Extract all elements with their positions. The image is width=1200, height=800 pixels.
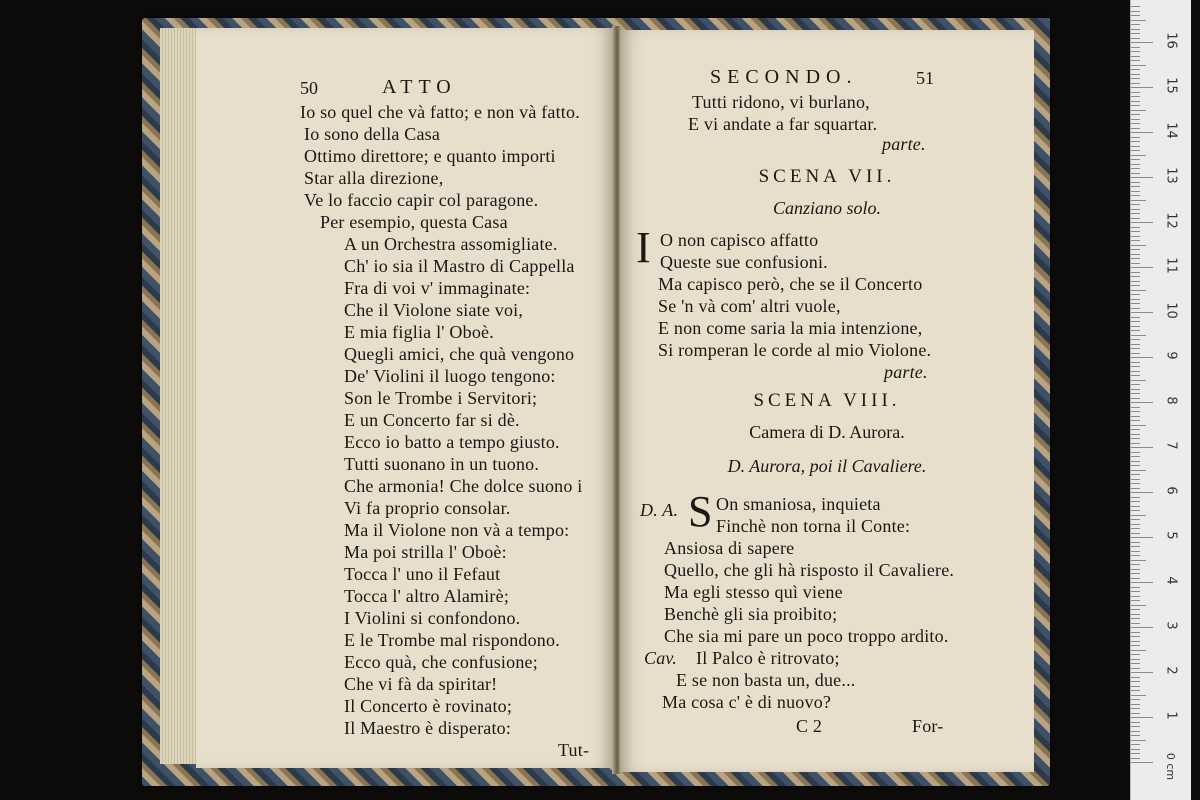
scene-viii-line-5: Ma egli stesso quì viene [664, 582, 843, 602]
ruler-number-9: 9 [1163, 351, 1179, 360]
ruler-tick [1131, 375, 1140, 376]
scene-heading-vii: SCENA VII. [758, 166, 896, 187]
ruler-number-14: 14 [1163, 122, 1179, 139]
scene-viii-characters: D. Aurora, poi il Cavaliere. [727, 456, 927, 476]
ruler-tick [1131, 236, 1140, 237]
ruler-tick [1131, 177, 1153, 178]
ruler-tick [1131, 672, 1153, 673]
ruler-tick [1131, 618, 1140, 619]
right-page-number: 51 [916, 68, 934, 88]
ruler-tick [1131, 402, 1153, 403]
ruler-number-16: 16 [1163, 32, 1179, 49]
ruler-tick [1131, 218, 1140, 219]
ruler-tick [1131, 146, 1140, 147]
cavaliere-line-2: E se non basta un, due... [676, 670, 856, 690]
ruler-tick [1131, 344, 1140, 345]
left-line-4: Star alla direzione, [304, 168, 444, 188]
ruler-tick [1131, 650, 1146, 651]
left-line-2: Io sono della Casa [304, 124, 441, 144]
ruler-tick [1131, 420, 1140, 421]
ruler-tick [1131, 569, 1140, 570]
scene-vii-line-4: Se 'n và com' altri vuole, [658, 296, 841, 316]
ruler-tick [1131, 276, 1140, 277]
scene-viii-line-3: Ansiosa di sapere [664, 538, 795, 558]
ruler-tick [1131, 510, 1140, 511]
scene-vii-line-5: E non come saria la mia intenzione, [658, 318, 923, 338]
left-line-13: De' Violini il luogo tengono: [344, 366, 556, 386]
left-page [196, 28, 614, 768]
ruler-tick [1131, 38, 1140, 39]
ruler-tick [1131, 200, 1146, 201]
exit-direction-2: parte. [884, 362, 928, 382]
ruler-number-2: 2 [1163, 666, 1179, 675]
scene-vii-characters: Canziano solo. [772, 198, 882, 218]
ruler-tick [1131, 191, 1140, 192]
ruler-tick [1131, 389, 1140, 390]
ruler-tick [1131, 443, 1140, 444]
ruler-tick [1131, 465, 1140, 466]
left-line-28: Il Concerto è rovinato; [344, 696, 513, 716]
ruler-tick [1131, 335, 1146, 336]
ruler-tick [1131, 434, 1140, 435]
left-line-17: Tutti suonano in un tuono. [344, 454, 540, 474]
ruler-tick [1131, 659, 1140, 660]
left-line-15: E un Concerto far si dè. [344, 410, 520, 430]
left-line-1: Io so quel che và fatto; e non và fatto. [300, 102, 580, 122]
left-line-20: Ma il Violone non và a tempo: [344, 520, 570, 540]
scene-vii-line-3: Ma capisco però, che se il Concerto [658, 274, 923, 294]
ruler-tick [1131, 51, 1140, 52]
ruler-tick [1131, 731, 1140, 732]
left-line-8: Ch' io sia il Mastro di Cappella [344, 256, 575, 276]
ruler-tick [1131, 6, 1140, 7]
ruler-tick [1131, 564, 1140, 565]
ruler-tick [1131, 708, 1140, 709]
ruler-tick [1131, 348, 1140, 349]
ruler-tick [1131, 155, 1146, 156]
ruler-tick [1131, 699, 1140, 700]
ruler-tick [1131, 272, 1140, 273]
ruler-tick [1131, 627, 1153, 628]
right-catchword: For- [912, 716, 944, 736]
ruler-number-15: 15 [1163, 77, 1179, 94]
ruler-tick [1131, 366, 1140, 367]
ruler-tick [1131, 60, 1140, 61]
ruler-tick [1131, 713, 1140, 714]
ruler-tick [1131, 245, 1146, 246]
ruler-tick [1131, 96, 1140, 97]
scene-viii-line-6: Benchè gli sia proibito; [664, 604, 838, 624]
ruler-tick [1131, 546, 1140, 547]
ruler-tick [1131, 722, 1140, 723]
ruler-tick [1131, 294, 1140, 295]
left-line-5: Ve lo faccio capir col paragone. [304, 190, 539, 210]
left-line-10: Che il Violone siate voi, [344, 300, 524, 320]
left-line-9: Fra di voi v' immaginate: [344, 278, 531, 298]
right-running-header: SECONDO. [710, 66, 858, 88]
ruler-tick [1131, 24, 1140, 25]
left-line-25: E le Trombe mal rispondono. [344, 630, 560, 650]
left-line-24: I Violini si confondono. [344, 608, 521, 628]
ruler-tick [1131, 654, 1140, 655]
right-line-top-1: Tutti ridono, vi burlano, [692, 92, 870, 112]
left-line-11: E mia figlia l' Oboè. [344, 322, 494, 342]
ruler-tick [1131, 551, 1140, 552]
ruler-tick [1131, 132, 1153, 133]
ruler-tick [1131, 303, 1140, 304]
left-line-6: Per esempio, questa Casa [320, 212, 508, 232]
left-line-23: Tocca l' altro Alamirè; [344, 586, 510, 606]
ruler-tick [1131, 596, 1140, 597]
ruler-tick [1131, 704, 1140, 705]
ruler-tick [1131, 749, 1140, 750]
ruler-tick [1131, 600, 1140, 601]
ruler-tick [1131, 740, 1146, 741]
left-line-3: Ottimo direttore; e quanto importi [304, 146, 556, 166]
ruler-tick [1131, 263, 1140, 264]
left-line-14: Son le Trombe i Servitori; [344, 388, 538, 408]
ruler-tick [1131, 416, 1140, 417]
ruler-tick [1131, 87, 1153, 88]
ruler-tick [1131, 470, 1146, 471]
scene-viii-setting: Camera di D. Aurora. [749, 422, 905, 442]
ruler-tick [1131, 20, 1146, 21]
ruler-tick [1131, 452, 1140, 453]
ruler-tick [1131, 150, 1140, 151]
ruler-tick [1131, 744, 1140, 745]
signature-mark: C 2 [796, 716, 823, 736]
ruler-tick [1131, 15, 1140, 16]
ruler-tick [1131, 186, 1140, 187]
ruler-tick [1131, 159, 1140, 160]
left-line-21: Ma poi strilla l' Oboè: [344, 542, 507, 562]
ruler-tick [1131, 281, 1140, 282]
ruler-tick [1131, 425, 1146, 426]
ruler-tick [1131, 308, 1140, 309]
measurement-ruler [1130, 0, 1191, 800]
ruler-tick [1131, 69, 1140, 70]
ruler-number-13: 13 [1163, 167, 1179, 184]
ruler-tick [1131, 537, 1153, 538]
ruler-tick [1131, 128, 1140, 129]
ruler-tick [1131, 668, 1140, 669]
ruler-tick [1131, 515, 1146, 516]
ruler-tick [1131, 690, 1140, 691]
ruler-tick [1131, 164, 1140, 165]
ruler-tick [1131, 299, 1140, 300]
ruler-number-1: 1 [1163, 711, 1179, 720]
ruler-tick [1131, 173, 1140, 174]
ruler-tick [1131, 47, 1140, 48]
ruler-tick [1131, 204, 1140, 205]
left-line-16: Ecco io batto a tempo giusto. [344, 432, 560, 452]
ruler-tick [1131, 339, 1140, 340]
ruler-tick [1131, 110, 1146, 111]
left-line-19: Vi fa proprio consolar. [344, 498, 511, 518]
ruler-tick [1131, 528, 1140, 529]
exit-direction-1: parte. [882, 134, 926, 154]
ruler-tick [1131, 524, 1140, 525]
ruler-number-8: 8 [1163, 396, 1179, 405]
scene-viii-line-4: Quello, che gli hà risposto il Cavaliere. [664, 560, 955, 580]
ruler-tick [1131, 461, 1140, 462]
left-line-22: Tocca l' uno il Fefaut [344, 564, 501, 584]
ruler-tick [1131, 407, 1140, 408]
ruler-tick [1131, 83, 1140, 84]
ruler-tick [1131, 114, 1140, 115]
scene-viii-line-2: Finchè non torna il Conte: [716, 516, 911, 536]
ruler-tick [1131, 33, 1140, 34]
ruler-tick [1131, 312, 1153, 313]
ruler-tick [1131, 758, 1140, 759]
ruler-tick [1131, 663, 1140, 664]
ruler-tick [1131, 137, 1140, 138]
ruler-tick [1131, 735, 1140, 736]
ruler-tick [1131, 357, 1153, 358]
scene-viii-line-7: Che sia mi pare un poco troppo ardito. [664, 626, 949, 646]
left-line-27: Che vi fà da spiritar! [344, 674, 498, 694]
speaker-cavaliere: Cav. [644, 648, 677, 668]
ruler-tick [1131, 393, 1140, 394]
ruler-tick [1131, 371, 1140, 372]
ruler-tick [1131, 101, 1140, 102]
ruler-tick [1131, 258, 1140, 259]
ruler-tick [1131, 695, 1146, 696]
ruler-tick [1131, 326, 1140, 327]
ruler-tick [1131, 726, 1140, 727]
ruler-tick [1131, 717, 1153, 718]
ruler-number-5: 5 [1163, 531, 1179, 540]
ruler-tick [1131, 227, 1140, 228]
ruler-number-3: 3 [1163, 621, 1179, 630]
ruler-tick [1131, 560, 1146, 561]
left-line-7: A un Orchestra assomigliate. [344, 234, 558, 254]
ruler-number-11: 11 [1163, 257, 1179, 274]
ruler-tick [1131, 249, 1140, 250]
ruler-tick [1131, 105, 1140, 106]
ruler-tick [1131, 429, 1140, 430]
cavaliere-line-3: Ma cosa c' è di nuovo? [662, 692, 832, 712]
ruler-tick [1131, 411, 1140, 412]
ruler-tick [1131, 542, 1140, 543]
ruler-tick [1131, 492, 1153, 493]
ruler-tick [1131, 231, 1140, 232]
ruler-tick [1131, 762, 1153, 763]
ruler-tick [1131, 591, 1140, 592]
ruler-tick [1131, 362, 1140, 363]
ruler-tick [1131, 632, 1140, 633]
ruler-number-4: 4 [1163, 576, 1179, 585]
ruler-tick [1131, 317, 1140, 318]
ruler-tick [1131, 65, 1146, 66]
ruler-tick [1131, 330, 1140, 331]
left-running-header: ATTO [382, 76, 457, 98]
ruler-tick [1131, 456, 1140, 457]
ruler-tick [1131, 74, 1140, 75]
ruler-number-7: 7 [1163, 441, 1179, 450]
ruler-tick [1131, 506, 1140, 507]
ruler-tick [1131, 479, 1140, 480]
ruler-tick [1131, 677, 1140, 678]
ruler-tick [1131, 290, 1146, 291]
ruler-tick [1131, 605, 1146, 606]
ruler-tick [1131, 573, 1140, 574]
ruler-tick [1131, 578, 1140, 579]
ruler-tick [1131, 240, 1140, 241]
ruler-tick [1131, 582, 1153, 583]
scene-vii-line-6: Si romperan le corde al mio Violone. [658, 340, 932, 360]
ruler-tick [1131, 78, 1140, 79]
ruler-tick [1131, 519, 1140, 520]
ruler-tick [1131, 42, 1153, 43]
ruler-tick [1131, 254, 1140, 255]
ruler-tick [1131, 213, 1140, 214]
ruler-tick [1131, 753, 1140, 754]
ruler-tick [1131, 285, 1140, 286]
ruler-tick [1131, 533, 1140, 534]
ruler-tick [1131, 195, 1140, 196]
drop-capital-s: S [688, 487, 713, 536]
ruler-tick [1131, 384, 1140, 385]
left-page-number: 50 [300, 78, 318, 98]
scene-heading-viii: SCENA VIII. [753, 390, 901, 411]
ruler-tick [1131, 623, 1140, 624]
scene-viii-line-1: On smaniosa, inquieta [716, 494, 881, 514]
ruler-tick [1131, 609, 1140, 610]
ruler-tick [1131, 11, 1140, 12]
ruler-tick [1131, 641, 1140, 642]
ruler-tick [1131, 267, 1153, 268]
drop-capital-i: I [636, 223, 651, 272]
ruler-tick [1131, 555, 1140, 556]
scene-vii-line-2: Queste sue confusioni. [660, 252, 828, 272]
ruler-tick [1131, 380, 1146, 381]
ruler-tick [1131, 29, 1140, 30]
ruler-tick [1131, 501, 1140, 502]
left-line-18: Che armonia! Che dolce suono i [344, 476, 583, 496]
ruler-tick [1131, 321, 1140, 322]
ruler-number-12: 12 [1163, 212, 1179, 229]
ruler-tick [1131, 645, 1140, 646]
ruler-tick [1131, 222, 1153, 223]
ruler-tick [1131, 119, 1140, 120]
ruler-unit-label: 0 cm [1164, 752, 1178, 781]
speaker-d-aurora: D. A. [640, 500, 679, 520]
left-line-29: Il Maestro è disperato: [344, 718, 512, 738]
ruler-tick [1131, 681, 1140, 682]
right-line-top-2: E vi andate a far squartar. [688, 114, 878, 134]
ruler-tick [1131, 447, 1153, 448]
right-page [620, 30, 1034, 772]
ruler-tick [1131, 483, 1140, 484]
ruler-tick [1131, 123, 1140, 124]
ruler-tick [1131, 168, 1140, 169]
ruler-tick [1131, 686, 1140, 687]
ruler-tick [1131, 587, 1140, 588]
ruler-tick [1131, 182, 1140, 183]
ruler-tick [1131, 141, 1140, 142]
cavaliere-line-1: Il Palco è ritrovato; [696, 648, 840, 668]
ruler-tick [1131, 398, 1140, 399]
scene-vii-line-1: O non capisco affatto [660, 230, 819, 250]
ruler-tick [1131, 353, 1140, 354]
ruler-number-10: 10 [1163, 302, 1179, 319]
ruler-number-6: 6 [1163, 486, 1179, 495]
ruler-tick [1131, 636, 1140, 637]
ruler-tick [1131, 92, 1140, 93]
ruler-tick [1131, 438, 1140, 439]
ruler-tick [1131, 209, 1140, 210]
left-line-26: Ecco quà, che confusione; [344, 652, 538, 672]
ruler-tick [1131, 488, 1140, 489]
ruler-tick [1131, 497, 1140, 498]
ruler-tick [1131, 614, 1140, 615]
ruler-tick [1131, 474, 1140, 475]
left-line-12: Quegli amici, che quà vengono [344, 344, 575, 364]
left-catchword: Tut- [558, 740, 590, 760]
ruler-tick [1131, 56, 1140, 57]
